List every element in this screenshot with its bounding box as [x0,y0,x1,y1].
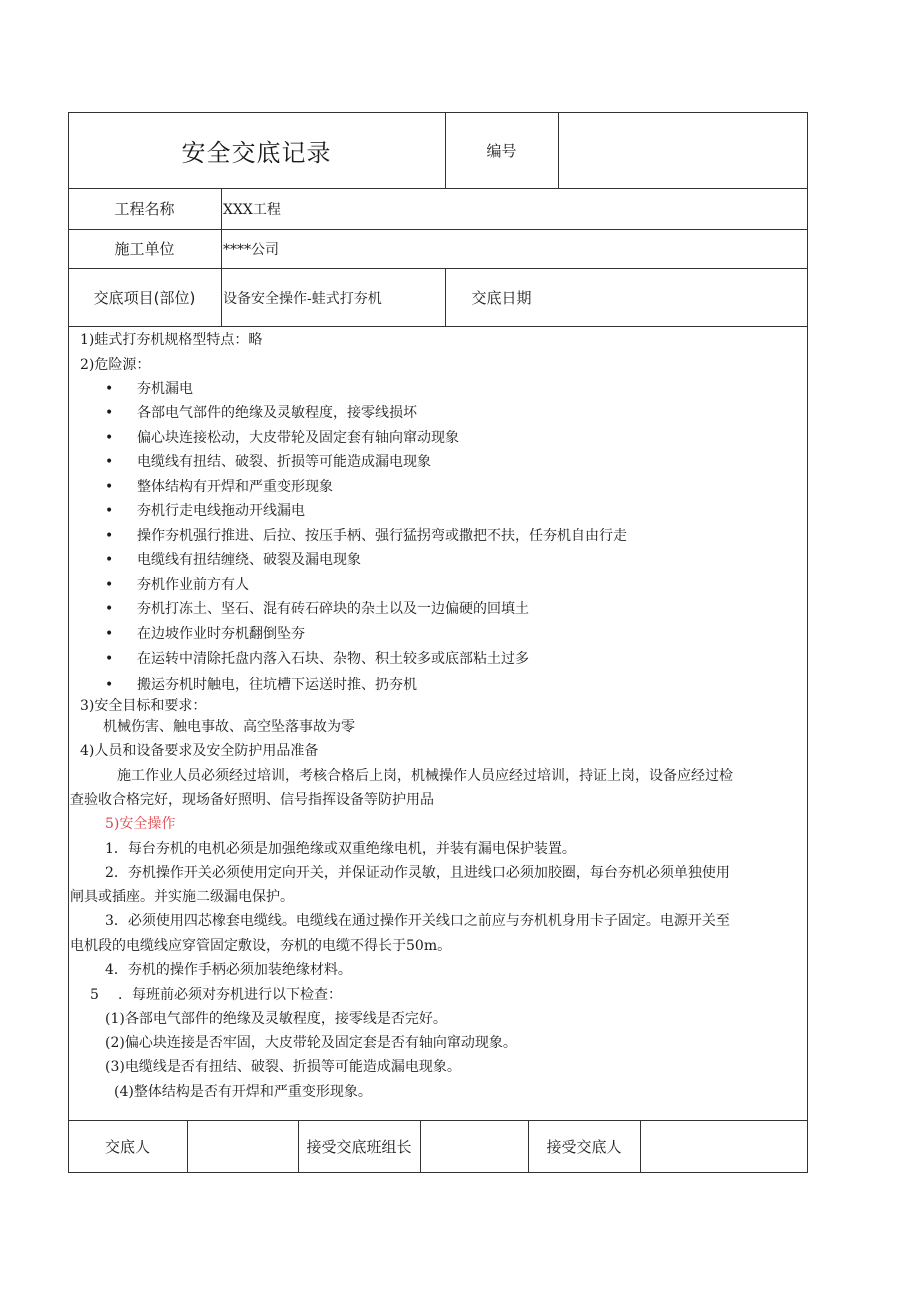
list-item: 电缆线有扭结、破裂、折损等可能造成漏电现象 [137,454,431,470]
list-item: 电缆线有扭结缠绕、破裂及漏电现象 [137,552,361,568]
bullet-icon: • [105,651,114,667]
check-2: (2)偏心块连接是否牢固，大皮带轮及固定套是否有轴向窜动现象。 [105,1035,517,1051]
operation-3-line-2: 电机段的电缆线应穿管固定敷设，夯机的电缆不得长于50m。 [70,938,452,954]
operation-1: 1．每台夯机的电机必须是加强绝缘或双重绝缘电机，并装有漏电保护装置。 [105,841,576,857]
bullet-icon: • [105,552,114,568]
project-name-value: XXX工程 [223,201,281,218]
personnel-text-2: 查验收合格完好，现场备好照明、信号指挥设备等防护用品 [70,792,434,808]
bullet-icon: • [105,454,114,470]
item-value: 设备安全操作-蛙式打夯机 [223,291,382,307]
list-item: 夯机漏电 [137,381,193,397]
section-hazards: 2)危险源： [80,357,151,373]
operation-2-line-2: 闸具或插座。并实施二级漏电保护。 [70,889,294,905]
project-name-label: 工程名称 [114,200,175,218]
item-label: 交底项目(部位) [93,288,196,307]
bullet-icon: • [105,601,114,617]
number-label: 编号 [486,141,517,160]
section-specs: 1)蛙式打夯机规格型特点：略 [80,332,263,348]
date-value [558,268,808,326]
row-divider [68,326,808,327]
operation-3-line-1: 3．必须使用四芯橡套电缆线。电缆线在通过操作开关线口之前应与夯机机身用卡子固定。电源开关至 [105,913,730,929]
list-item: 夯机作业前方有人 [137,577,249,593]
section-goals: 3)安全目标和要求： [80,698,207,714]
bullet-icon: • [105,577,114,593]
section-operation: 5)安全操作 [105,816,176,832]
list-item: 操作夯机强行推进、后拉、按压手柄、强行猛拐弯或撒把不扶，任夯机自由行走 [137,528,627,544]
check-3: (3)电缆线是否有扭结、破裂、折损等可能造成漏电现象。 [105,1059,461,1075]
number-value [558,112,808,188]
bullet-icon: • [105,626,114,642]
personnel-text-1: 施工作业人员必须经过培训，考核合格后上岗，机械操作人员应经过培训，持证上岗，设备应经过检 [117,768,733,784]
discloser-label: 交底人 [104,1138,150,1156]
date-label: 交底日期 [471,288,532,307]
bullet-icon: • [105,677,114,693]
discloser-signature [187,1120,298,1173]
goals-text: 机械伤害、触电事故、高空坠落事故为零 [103,719,355,735]
bullet-icon: • [105,405,114,421]
check-4: (4)整体结构是否有开焊和严重变形现象。 [114,1084,372,1100]
list-item: 搬运夯机时触电，往坑槽下运送时推、扔夯机 [137,677,417,693]
list-item: 在运转中清除托盘内落入石块、杂物、积土较多或底部粘土过多 [137,651,529,667]
operation-2-line-1: 2．夯机操作开关必须使用定向开关，并保证动作灵敏，且进线口必须加胶圈，每台夯机必须单独使用 [105,865,730,881]
list-item: 整体结构有开焊和严重变形现象 [137,479,333,495]
team-leader-signature [420,1120,528,1173]
contractor-value: ****公司 [223,241,279,258]
bullet-icon: • [105,503,114,519]
bullet-icon: • [105,430,114,446]
list-item: 在边坡作业时夯机翻倒坠夯 [137,626,305,642]
bullet-icon: • [105,381,114,397]
section-personnel: 4)人员和设备要求及安全防护用品准备 [80,743,319,759]
bullet-icon: • [105,479,114,495]
bullet-icon: • [105,528,114,544]
list-item: 夯机打冻土、坚石、混有砖石碎块的杂土以及一边偏硬的回填土 [137,601,529,617]
check-1: (1)各部电气部件的绝缘及灵敏程度，接零线是否完好。 [105,1011,447,1027]
page-title: 安全交底记录 [181,138,332,167]
contractor-label: 施工单位 [114,240,175,258]
team-leader-label: 接受交底班组长 [306,1138,412,1156]
receiver-signature [640,1120,808,1173]
list-item: 各部电气部件的绝缘及灵敏程度，接零线损坏 [137,405,417,421]
receiver-label: 接受交底人 [546,1138,622,1156]
list-item: 夯机行走电线拖动开线漏电 [137,503,305,519]
list-item: 偏心块连接松动，大皮带轮及固定套有轴向窜动现象 [137,430,459,446]
operation-5-number: 5 [90,987,99,1003]
operation-5: ．每班前必须对夯机进行以下检查： [118,987,342,1003]
operation-4: 4．夯机的操作手柄必须加装绝缘材料。 [105,962,352,978]
